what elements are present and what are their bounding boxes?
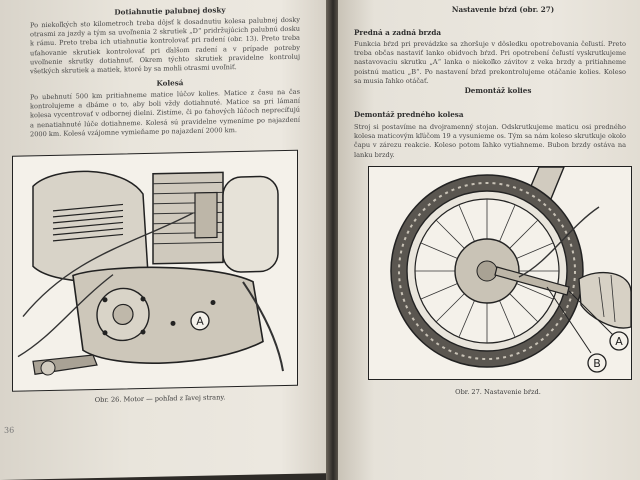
brake-figure bbox=[368, 166, 632, 380]
right-section-title-demontaz: Demontáž kolies bbox=[464, 86, 532, 95]
left-section-title-kolesa: Kolesá bbox=[156, 78, 184, 88]
right-paragraph-brzdy: Funkcia bŕzd pri prevádzke sa zhoršuje v dôsledku opotrebovania čeľustí. Preto treba občas nastaviť lanko obidvoch bŕzd. Pri opotrebení čeľustí vyskrutkujeme nastavovaciu skrutku „A“ lanka o niekoľko závitov z veka brzdy a pritiahneme poistnú maticu „B“. Po nastavení bŕzd prekontrolujeme otáčanie kolies. Koleso sa musia ľahko otáčať. bbox=[354, 40, 626, 85]
right-page-header: Nastavenie bŕzd (obr. 27) bbox=[451, 5, 555, 14]
left-paragraph-palubna-doska: Po niekoľkých sto kilometroch treba dôjsť k dosadnutiu kolesa palubnej dosky otrasmi za jazdy a tým sa uvoľnenia 2 skrutiek „D“ pridržujúcich palubnú dosku k rámu. Preto treba ich utiahnutie kontrolovať pri radení (obr. 13). Preto treba uťahovanie skrutiek kontrolovať pri ďalšom radení a v prípade potreby uvoľnenie skrutky dotiahnuť. Okrem týchto skrutiek pravidelne kontroluj všetkých skrutiek a matiek, ktoré by sa mohli otrasmi uvoľniť. bbox=[30, 15, 300, 76]
left-page-number: 36 bbox=[4, 425, 15, 435]
right-page bbox=[338, 0, 640, 480]
brake-illustration bbox=[369, 167, 631, 379]
right-section-title-predne-koleso: Demontáž predného kolesa bbox=[354, 110, 464, 119]
engine-label-a: A bbox=[196, 314, 204, 328]
right-figure-caption: Obr. 27. Nastavenie bŕzd. bbox=[455, 388, 541, 396]
left-figure-caption: Obr. 26. Motor — pohľad z ľavej strany. bbox=[94, 393, 226, 405]
brake-label-a: A bbox=[615, 335, 623, 348]
left-paragraph-kolesa: Po ubehnutí 500 km pritiahneme matice lúčov kolies. Matice z času na čas kontrolujeme a dbáme o to, aby boli vždy dotiahnuté. Matice sa pri lámaní kolesa vycentrovať v odbornej dielni. Zistíme, či po ťahových lúčoch neprecíťujú a nenatiahnuté lúče dotiahneme. Kolesá sú pravidelne vymeníme po najazdení 2000 km. Kolesá vzájomne vymieňame po najazdení 2000 km. bbox=[30, 87, 300, 139]
engine-figure bbox=[12, 150, 298, 392]
brake-label-b: B bbox=[593, 357, 601, 370]
left-section-title-palubna-doska: Dotiahnutie palubnej dosky bbox=[114, 5, 226, 17]
right-section-title-brzdy: Predná a zadná brzda bbox=[354, 28, 442, 37]
right-paragraph-predne-koleso: Stroj si postavíme na dvojramenný stojan. Odskrutkujeme maticu osi predného kolesa maticovým kľúčom 19 a vysunieme os. Tým sa nám koleso skrutkuje okolo čapu v zárezu reakcie. Koleso potom ľahko vytiahneme. Bubon brzdy ostáva na lanku brzdy. bbox=[354, 123, 626, 159]
engine-illustration bbox=[13, 151, 297, 391]
